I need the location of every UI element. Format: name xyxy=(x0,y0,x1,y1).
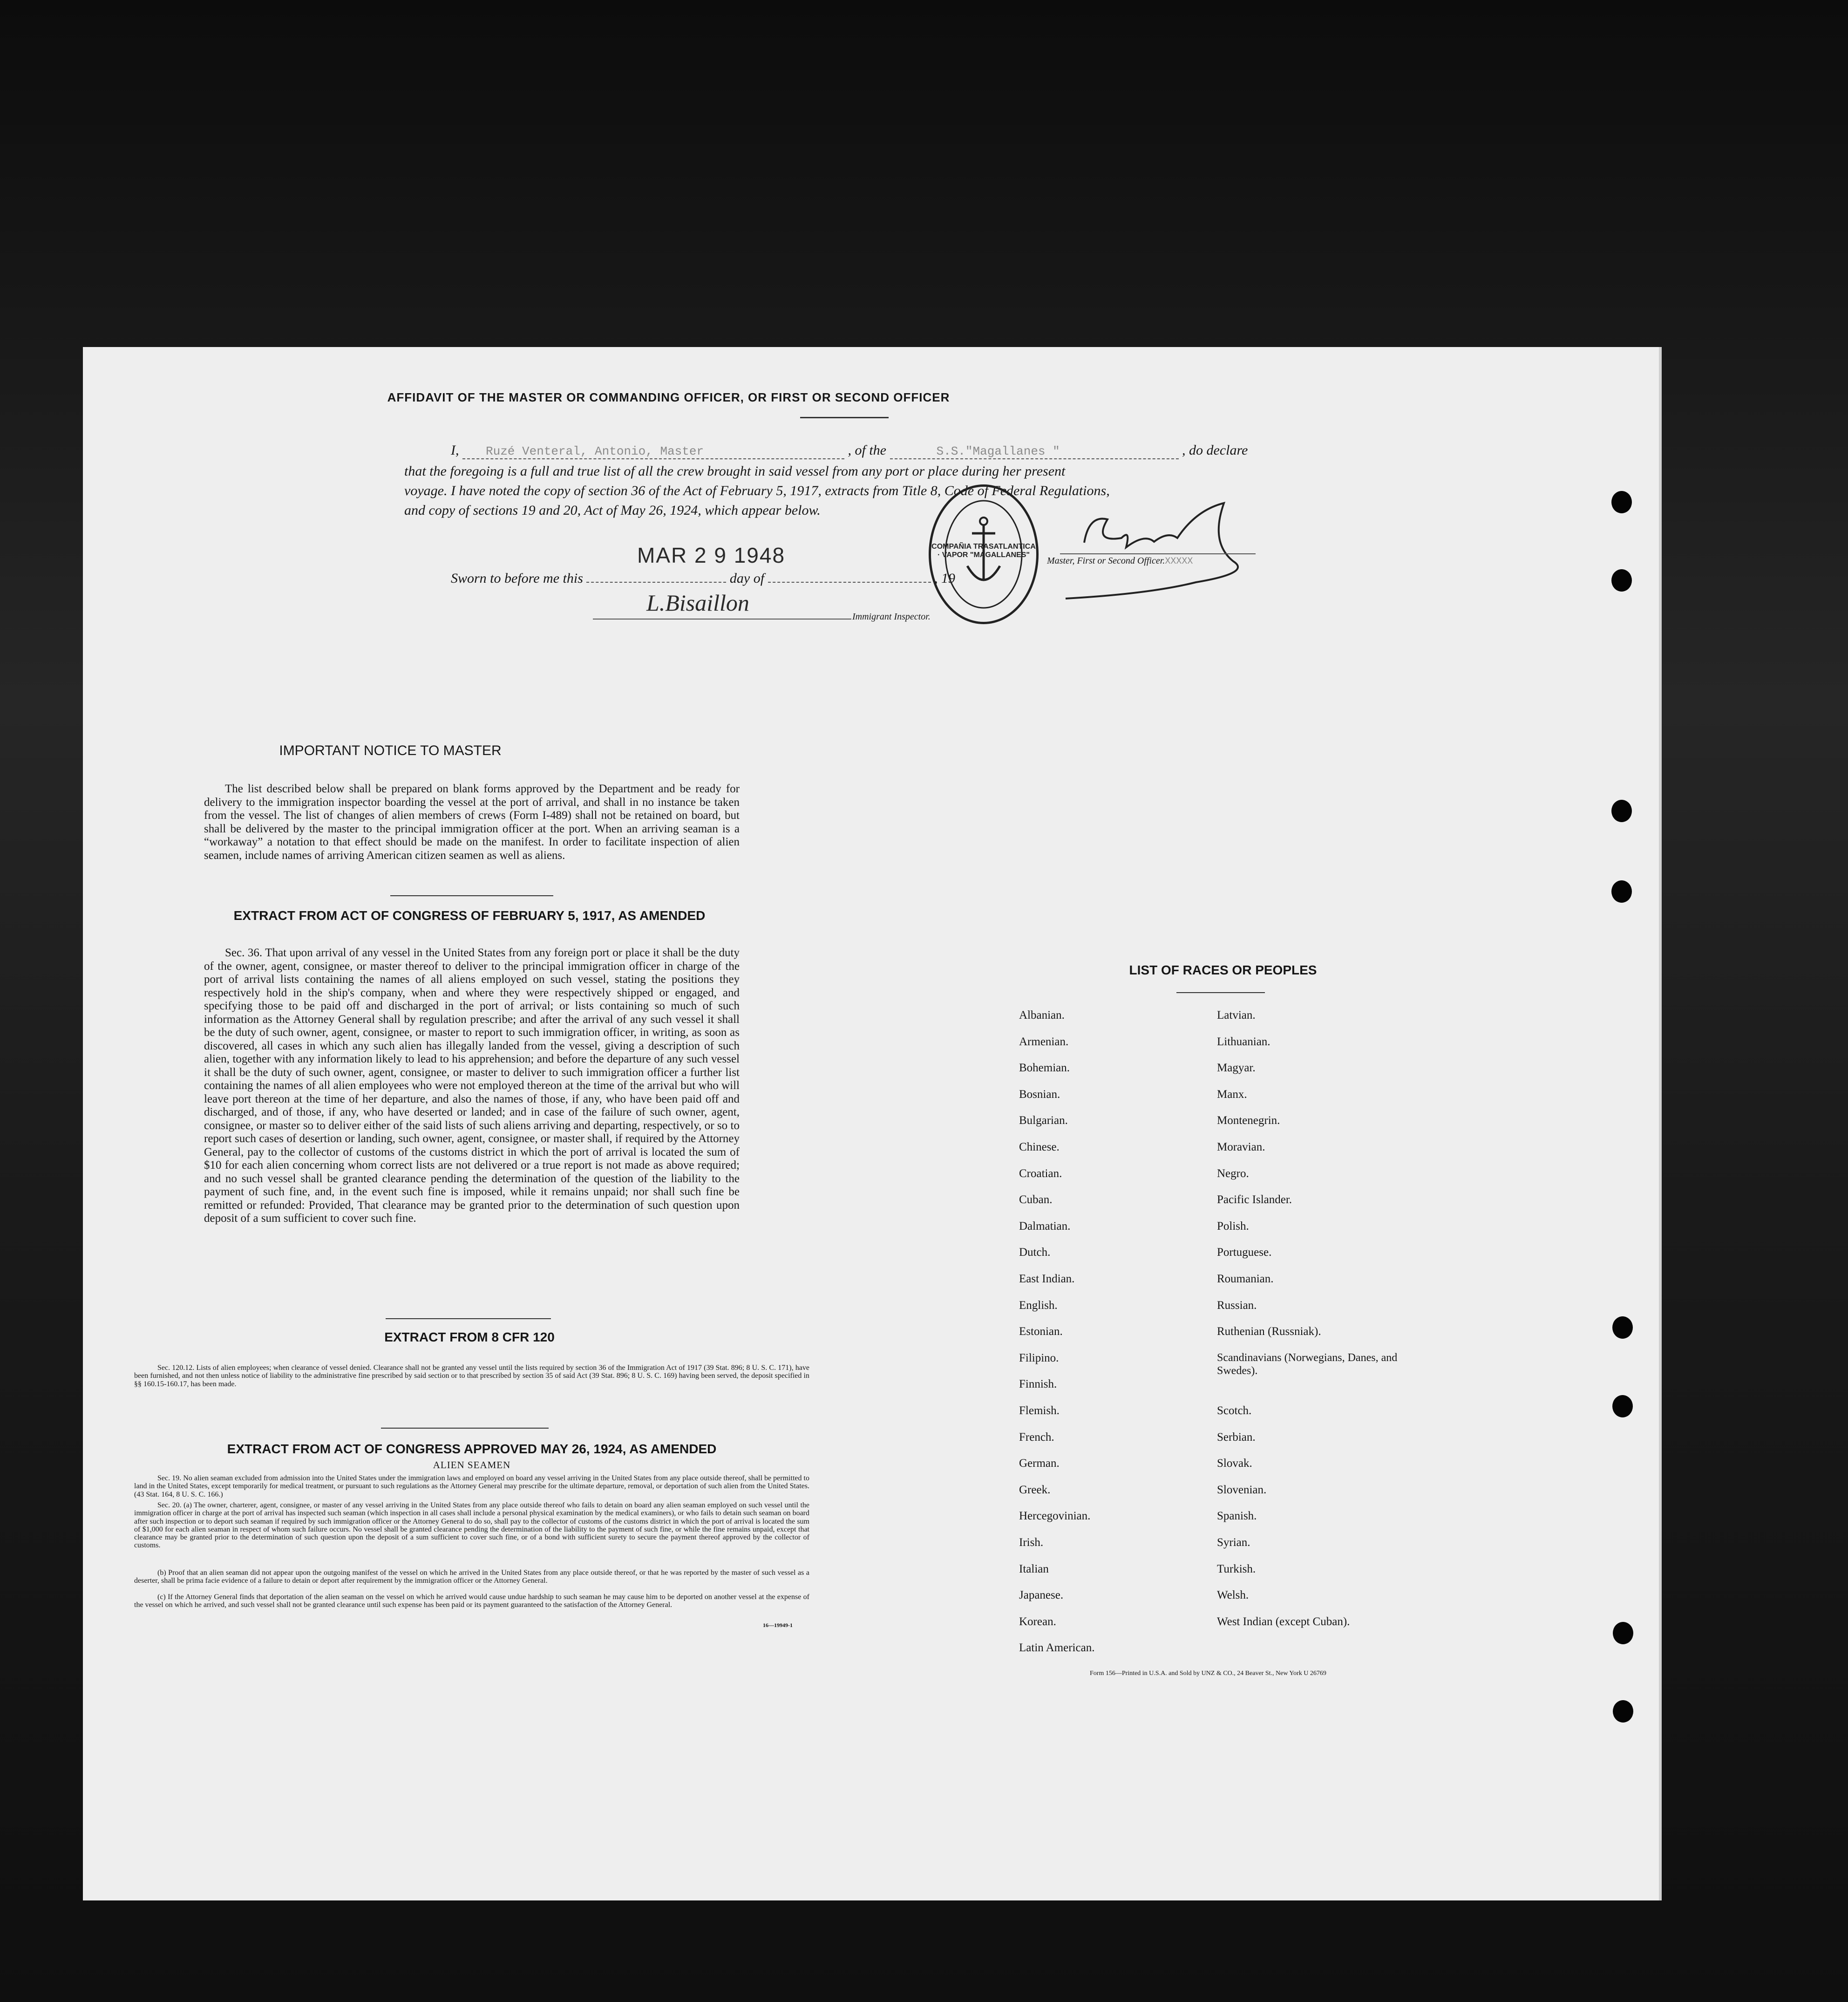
race-item: Pacific Islander. xyxy=(1217,1193,1292,1206)
race-item: Welsh. xyxy=(1217,1589,1249,1602)
race-item: Manx. xyxy=(1217,1088,1247,1101)
sworn-day-blank xyxy=(586,582,726,583)
affidavit-title: AFFIDAVIT OF THE MASTER OR COMMANDING OFFICER, OR FIRST OR SECOND OFFICER xyxy=(387,390,950,404)
race-item: East Indian. xyxy=(1019,1273,1075,1285)
binder-hole xyxy=(1613,1622,1633,1644)
sworn-month-blank xyxy=(768,582,931,583)
race-item: English. xyxy=(1019,1299,1058,1312)
master-signature-label xyxy=(1047,556,1193,567)
notice-body: The list described below shall be prepared on blank forms approved by the Department and be ready for delivery to the immigration inspector boarding the vessel at the port of arrival, and shall in no instance be taken from the vessel. The list of changes of alien members of crews (Form I-489) shall not be retained on board, but shall be delivered by the master to the principal immigration officer at the port. When an arriving seaman is a “workaway” a notation to that effect should be made on the manifest. In order to facilitate inspection of alien seamen, include names of arriving American citizen seamen as well as aliens. xyxy=(204,783,740,862)
race-item: Bohemian. xyxy=(1019,1062,1070,1075)
typed-x-marks: XXXXX xyxy=(1165,556,1193,567)
race-item: Russian. xyxy=(1217,1299,1257,1312)
race-item: Negro. xyxy=(1217,1167,1249,1180)
race-item: Estonian. xyxy=(1019,1325,1063,1338)
master-signature-line xyxy=(1060,553,1256,554)
inspector-signature: L.Bisaillon xyxy=(646,590,749,616)
race-item: Syrian. xyxy=(1217,1536,1250,1549)
day-of-label: day of xyxy=(729,571,765,586)
extract-1924-sec20a: Sec. 20. (a) The owner, charterer, agent, consignee, or master of any vessel arriving in the United States from any place outside thereof who fails to detain on board any alien seaman employed on such vessel until the immigration officer in charge at the port of arrival has inspected such seaman (which inspection in all cases shall include a personal physical examination by the medical examiners), or who fails to detain such seaman on board after such inspection or to deport such seaman if required by such immigration officer or the Attorney General to do so, shall pay to the collector of customs of the customs district in which the port of arrival is located the sum of $1,000 for each alien seaman in respect of whom such failure occurs. No vessel shall be granted clearance pending the determination of the liability to the payment of such fine, or while the fine remains unpaid, except that clearance may be granted prior to the determination of such question upon the deposit of a sum sufficient to cover such fine, or of a bond with sufficient surety to secure the payment thereof approved by the collector of customs. xyxy=(134,1501,809,1550)
vessel-name-blank xyxy=(890,443,1179,459)
extract-1924-subheading: ALIEN SEAMEN xyxy=(433,1459,511,1471)
race-item: Cuban. xyxy=(1019,1193,1053,1206)
typed-master-name: Ruzé Venteral, Antonio, Master xyxy=(486,444,704,458)
footer-form-line: Form 156—Printed in U.S.A. and Sold by UNZ & CO., 24 Beaver St., New York U 26769 xyxy=(1090,1670,1326,1677)
of-the-label: , of the xyxy=(848,443,886,458)
race-item: Latin American. xyxy=(1019,1641,1095,1655)
document-page xyxy=(83,347,1662,1900)
master-name-blank xyxy=(462,443,844,459)
race-item: Armenian. xyxy=(1019,1035,1069,1048)
races-rule xyxy=(1176,992,1265,993)
race-item: Korean. xyxy=(1019,1615,1056,1628)
binder-hole xyxy=(1611,800,1632,822)
extract-1924-sec20c: (c) If the Attorney General finds that deportation of the alien seaman on the vessel on which he arrived would cause undue hardship to such seaman he may cause him to be deported on another vessel at the expense of the vessel on which he arrived, and such vessel shall not be granted clearance until such expense has been paid or its payment guaranteed to the satisfaction of the Attorney General. xyxy=(134,1593,809,1609)
race-item: Finnish. xyxy=(1019,1378,1057,1391)
affidavit-declare-line xyxy=(451,443,1248,459)
race-item: Scandinavians (Norwegians, Danes, and Swedes). xyxy=(1217,1351,1398,1377)
binder-hole xyxy=(1611,491,1632,513)
i-label: I, xyxy=(451,443,459,458)
year-label: , 19 xyxy=(934,571,956,586)
affidavit-body-line-3: and copy of sections 19 and 20, Act of May 26, 1924, which appear below. xyxy=(404,503,821,518)
race-item: Portuguese. xyxy=(1217,1246,1272,1259)
race-item: Italian xyxy=(1019,1562,1049,1575)
extract-1917-body: Sec. 36. That upon arrival of any vessel in the United States from any foreign port or place it shall be the duty of the owner, agent, consignee, or master thereof to deliver to the principal immigration officer in charge of the port of arrival lists containing the names of all aliens employed on such vessel, stating the positions they respectively hold in the ship's company, when and where they were respectively shipped or engaged, and specifying those to be paid off and discharged in the port of arrival; or lists containing so much of such information as the Attorney General shall by regulation prescribe; and after the arrival of any such vessel it shall be the duty of such owner, agent, consignee, or master to report to such immigration officer, in writing, as soon as discovered, all cases in which any such alien has illegally landed from the vessel, giving a description of such alien, together with any information likely to lead to his apprehension; and before the departure of any such vessel it shall be the duty of such owner, agent, consignee, or master to deliver to such immigration officer a further list containing the names of all alien employees who were not employed thereon at the time of the arrival but who will leave port thereon at the time of her departure, and also the names of those, if any, who have been paid off and discharged, and of those, if any, who have deserted or landed; and in case of the failure of such owner, agent, consignee, or master so to deliver either of the said lists of such aliens arriving and departing, respectively, or so to report such cases of desertion or landing, such owner, agent, consignee, or master shall, if required by the Attorney General, pay to the collector of customs of the customs district in which the port of arrival is located the sum of $10 for each alien concerning whom correct lists are not delivered or a true report is not made as above required; and no such vessel shall be granted clearance pending the determination of the question of the liability to the payment of such fine, and, in the event such fine is imposed, while it remains unpaid; nor shall such fine be remitted or refunded: Provided, That clearance may be granted prior to the determination of such question upon deposit of a sum sufficient to cover such fine. xyxy=(204,947,740,1225)
race-item: Slovenian. xyxy=(1217,1483,1267,1496)
extract-1924-sec19: Sec. 19. No alien seaman excluded from admission into the United States under the immigration laws and employed on board any vessel arriving in the United States from any place outside thereof, shall be permitted to land in the United States, except temporarily for medical treatment, or pursuant to such regulations as the Attorney General may prescribe for the ultimate departure, removal, or deportation of such alien from the United States. (43 Stat. 164, 8 U. S. C. 166.) xyxy=(134,1474,809,1498)
do-declare-label: , do declare xyxy=(1182,443,1248,458)
race-item: Greek. xyxy=(1019,1483,1051,1496)
form-number: 16—19949-1 xyxy=(763,1622,793,1628)
race-item: Scotch. xyxy=(1217,1404,1252,1417)
race-item: German. xyxy=(1019,1457,1060,1470)
race-item: Latvian. xyxy=(1217,1009,1256,1021)
received-date-stamp: MAR 2 9 1948 xyxy=(637,543,786,567)
binder-hole xyxy=(1612,1395,1633,1417)
binder-hole xyxy=(1611,880,1632,903)
race-item: Turkish. xyxy=(1217,1562,1256,1575)
extract-1917-rule xyxy=(386,1318,551,1319)
race-item: Magyar. xyxy=(1217,1062,1256,1075)
seal-text: COMPAÑIA TRASATLANTICA · VAPOR "MAGALLANES" xyxy=(931,543,1036,559)
race-item: Bulgarian. xyxy=(1019,1114,1068,1127)
notice-heading: IMPORTANT NOTICE TO MASTER xyxy=(279,743,502,758)
extract-1924-heading: EXTRACT FROM ACT OF CONGRESS APPROVED MAY 26, 1924, AS AMENDED xyxy=(227,1442,717,1456)
race-item: Slovak. xyxy=(1217,1457,1252,1470)
inspector-label: Immigrant Inspector. xyxy=(852,612,931,622)
race-item: Dutch. xyxy=(1019,1246,1051,1259)
race-item: Montenegrin. xyxy=(1217,1114,1280,1127)
race-item: French. xyxy=(1019,1430,1054,1444)
binder-hole xyxy=(1613,1700,1633,1723)
extract-1917-heading: EXTRACT FROM ACT OF CONGRESS OF FEBRUARY 5, 1917, AS AMENDED xyxy=(233,908,706,923)
race-item: Polish. xyxy=(1217,1219,1249,1233)
race-item: Flemish. xyxy=(1019,1404,1060,1417)
race-item: Dalmatian. xyxy=(1019,1219,1071,1233)
affidavit-body-line-1: that the foregoing is a full and true list of all the crew brought in said vessel from any port or place during her present xyxy=(404,463,1066,479)
title-rule xyxy=(800,417,889,418)
binder-hole xyxy=(1611,569,1632,592)
race-item: Filipino. xyxy=(1019,1351,1059,1364)
inspector-signature-line xyxy=(593,619,851,620)
race-item: Japanese. xyxy=(1019,1589,1064,1602)
race-item: Moravian. xyxy=(1217,1141,1265,1153)
race-item: Irish. xyxy=(1019,1536,1044,1549)
typed-vessel-name: S.S."Magallanes " xyxy=(936,444,1060,458)
extract-1924-sec20b: (b) Proof that an alien seaman did not appear upon the outgoing manifest of the vessel on which he arrived in the United States from any place outside thereof, or that he was reported by the master of such vessel as a deserter, shall be prima facie evidence of a failure to detain or deport after requirement by the immigration officer or the Attorney General. xyxy=(134,1569,809,1585)
races-title: LIST OF RACES OR PEOPLES xyxy=(1129,963,1317,977)
race-item: West Indian (except Cuban). xyxy=(1217,1615,1350,1628)
extract-cfr-rule xyxy=(381,1428,549,1429)
master-signature xyxy=(1056,487,1317,608)
race-item: Bosnian. xyxy=(1019,1088,1060,1101)
sworn-label: Sworn to before me this xyxy=(451,571,583,586)
notice-rule xyxy=(390,895,553,896)
extract-cfr-body: Sec. 120.12. Lists of alien employees; when clearance of vessel denied. Clearance shall not be granted any vessel until the lists required by section 36 of the Immigration Act of 1917 (39 Stat. 896; 8 U. S. C. 171), have been furnished, and not then unless notice of liability to the administrative fine prescribed by said section or to that prescribed by section 35 of said Act (39 Stat. 896; 8 U. S. C. 169) having been served, the deposit specified in §§ 160.15-160.17, has been made. xyxy=(134,1364,809,1388)
extract-cfr-heading: EXTRACT FROM 8 CFR 120 xyxy=(384,1330,555,1344)
race-item: Lithuanian. xyxy=(1217,1035,1270,1048)
sworn-line xyxy=(451,571,955,586)
race-item: Spanish. xyxy=(1217,1510,1257,1523)
race-item: Serbian. xyxy=(1217,1430,1256,1444)
master-label: Master, First or Second Officer. xyxy=(1047,556,1165,566)
affidavit-body-line-2: voyage. I have noted the copy of section 36 of the Act of February 5, 1917, extracts from Title 8, Code of Federal Regulations, xyxy=(404,483,1110,498)
race-item: Roumanian. xyxy=(1217,1273,1274,1285)
race-item: Ruthenian (Russniak). xyxy=(1217,1325,1321,1338)
race-item: Croatian. xyxy=(1019,1167,1062,1180)
binder-hole xyxy=(1612,1316,1633,1339)
race-item: Chinese. xyxy=(1019,1141,1060,1153)
company-seal xyxy=(929,484,1039,624)
race-item: Hercegovinian. xyxy=(1019,1510,1091,1523)
race-item: Albanian. xyxy=(1019,1009,1065,1021)
